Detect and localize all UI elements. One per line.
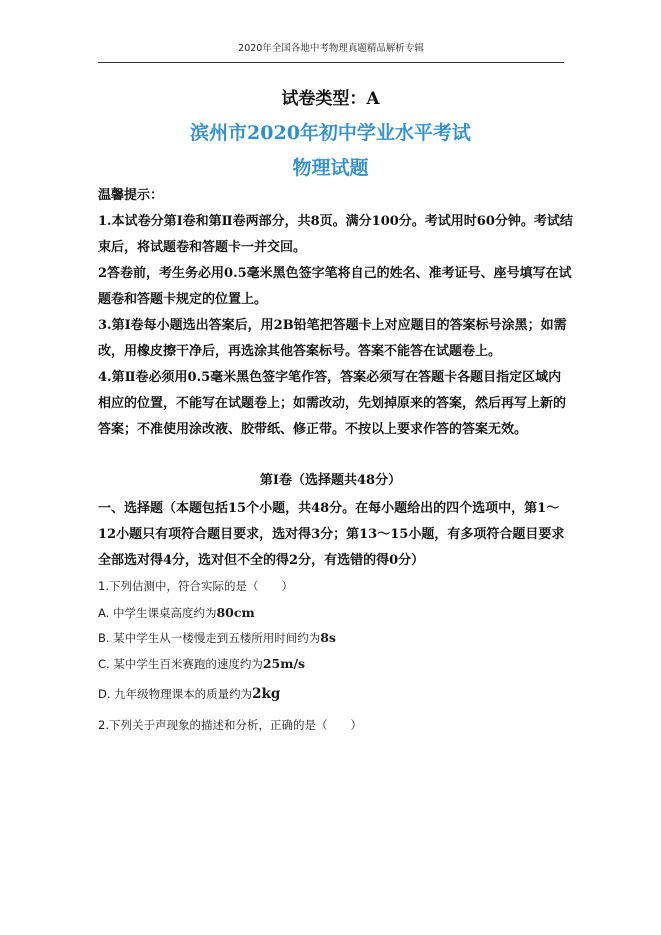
header-divider	[98, 62, 564, 63]
option-d-value: 2kg	[252, 686, 281, 702]
question-2-stem: 2.下列关于声现象的描述和分析，正确的是（ ）	[98, 718, 362, 732]
option-a-value: 80cm	[216, 605, 255, 620]
instruction-item-3: 3.第Ⅰ卷每小题选出答案后，用2B铅笔把答题卡上对应题目的答案标号涂黑；如需改，用橡皮擦干净后，再选涂其他答案标号。答案不能答在试题卷上。	[98, 318, 567, 359]
question-1-option-a	[98, 604, 573, 622]
page-header: 2020年全国各地中考物理真题精品解析专辑	[238, 43, 424, 54]
instruction-item-2: 2答卷前，考生务必用0.5毫米黑色签字笔将自己的姓名、准考证号、座号填写在试题卷和答题卡规定的位置上。	[98, 266, 572, 307]
section-instructions: 一、选择题（本题包括15个小题，共48分。在每小题给出的四个选项中，第1～12小题只有项符合题目要求，选对得3分；第13～15小题，有多项符合题目要求全部选对得4分，选对但不全的得2分，有选错的得0分）	[98, 501, 565, 568]
question-1-stem: 1.下列估测中，符合实际的是（ ）	[98, 579, 293, 593]
instructions-block	[98, 183, 573, 443]
option-c-value: 25m/s	[262, 656, 306, 671]
instruction-item-4: 4.第Ⅱ卷必须用0.5毫米黑色签字笔作答，答案必须写在答题卡各题目指定区域内相应的位置，不能写在试题卷上；如需改动，先划掉原来的答案，然后再写上新的答案；不准使用涂改液、胶带纸、修正带。不按以上要求作答的答案无效。	[98, 370, 567, 437]
question-1-option-b	[98, 629, 573, 647]
exam-subject-title: 物理试题	[292, 157, 369, 179]
section-title: 第Ⅰ卷（选择题共48分）	[259, 473, 402, 488]
paper-type-label: 试卷类型：A	[281, 89, 380, 109]
option-b-text: B. 某中学生从一楼慢走到五楼所用时间约为	[98, 631, 321, 645]
exam-title: 滨州市2020年初中学业水平考试	[190, 122, 471, 144]
question-1-option-d	[98, 685, 573, 703]
section-intro	[98, 496, 573, 574]
option-c-text: C. 某中学生百米赛跑的速度约为	[98, 657, 263, 671]
option-a-text: A. 中学生课桌高度约为	[98, 606, 217, 620]
option-b-value: 8s	[320, 630, 336, 645]
instructions-heading: 温馨提示：	[98, 188, 164, 203]
instruction-item-1: 1.本试卷分第Ⅰ卷和第Ⅱ卷两部分，共8页。满分100分。考试用时60分钟。考试结束后，将试题卷和答题卡一并交回。	[98, 214, 573, 255]
question-1-option-c	[98, 655, 573, 673]
option-d-text: D. 九年级物理课本的质量约为	[98, 687, 253, 701]
